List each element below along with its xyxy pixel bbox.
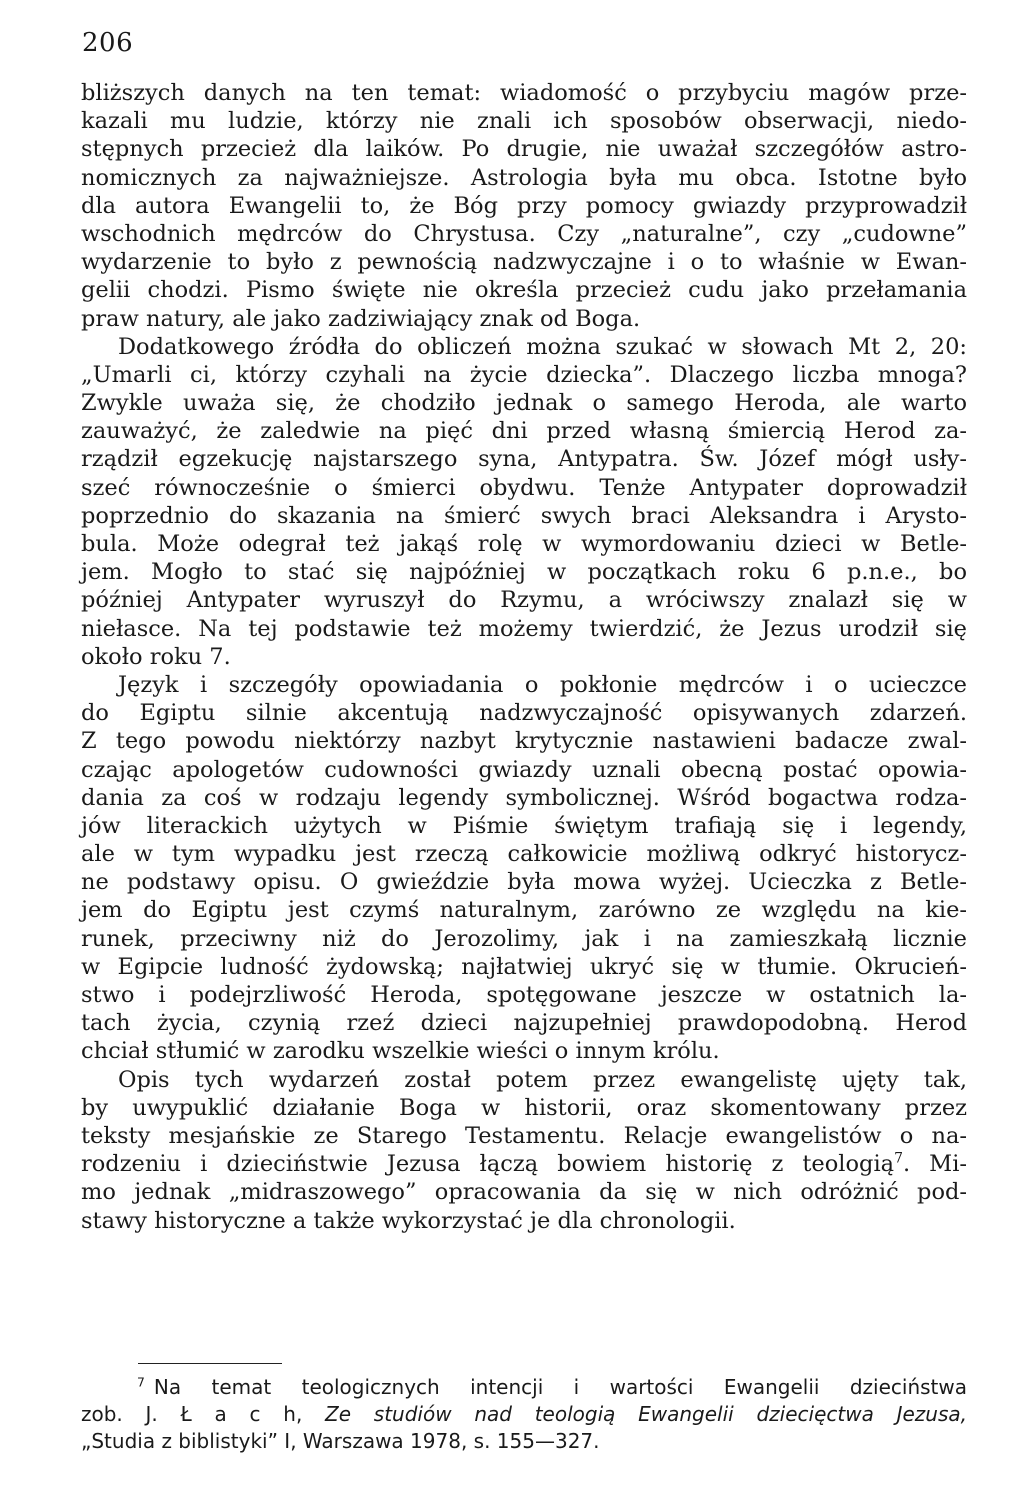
text-line	[81, 107, 967, 135]
text-line-content: wschodnich mędrców do Chrystusa. Czy „naturalne”, czy „cudowne”	[81, 220, 967, 247]
text-line-content: stawy historyczne a także wykorzystać je dla chronologii.	[81, 1207, 736, 1234]
text-line	[81, 812, 967, 840]
text-line-content: Z tego powodu niektórzy nazbyt krytycznie nastawieni badacze zwal-	[81, 728, 967, 755]
text-line	[81, 727, 967, 755]
footnote-line-3: „Studia z biblistyki” I, Warszawa 1978, s. 155—327.	[81, 1429, 600, 1453]
text-line	[81, 164, 967, 192]
text-line-content: w Egipcie ludność żydowską; najłatwiej ukryć się w tłumie. Okrucień-	[81, 953, 967, 980]
text-line-continuation: . Mi-	[902, 1151, 967, 1178]
footnote-text-1: Na temat teologicznych intencji i wartości Ewangelii dzieciństwa	[153, 1375, 967, 1399]
text-line	[81, 135, 967, 163]
text-line-content: by uwypuklić działanie Boga w historii, oraz skomentowany przez	[81, 1094, 967, 1121]
text-line-content: wydarzenie to było z pewnością nadzwyczajne i o to właśnie w Ewan-	[81, 249, 967, 276]
text-line-content: rodzeniu i dzieciństwie Jezusa łączą bowiem historię z teologią	[81, 1151, 895, 1178]
text-line	[81, 558, 967, 586]
text-line-content: gelii chodzi. Pismo święte nie określa przecież cudu jako przełamania	[81, 277, 967, 304]
text-line	[81, 1150, 967, 1178]
text-line	[81, 615, 967, 643]
text-line-content: czając apologetów cudowności gwiazdy uznali obecną postać opowia-	[81, 756, 967, 783]
footnote-rule	[138, 1363, 282, 1364]
text-line-content: jem. Mogło to stać się najpóźniej w początkach roku 6 p.n.e., bo	[81, 559, 967, 586]
text-line-content: ne podstawy opisu. O gwieździe była mowa wyżej. Ucieczka z Betle-	[81, 869, 967, 896]
text-line-content: teksty mesjańskie ze Starego Testamentu. Relacje ewangelistów o na-	[81, 1122, 967, 1149]
text-line-content: Język i szczegóły opowiadania o pokłonie mędrców i o ucieczce	[118, 671, 967, 698]
text-line-content: runek, przeciwny niż do Jerozolimy, jak i na zamieszkałą licznie	[81, 925, 967, 952]
page-number: 206	[82, 28, 134, 58]
text-line	[81, 840, 967, 868]
text-line-content: dania za coś w rodzaju legendy symbolicznej. Wśród bogactwa rodza-	[81, 784, 967, 811]
text-line-content: zauważyć, że zaledwie na pięć dni przed własną śmiercią Herod za-	[81, 418, 967, 445]
text-line-content: później Antypater wyruszył do Rzymu, a wróciwszy znalazł się w	[81, 587, 967, 614]
text-line	[81, 671, 967, 699]
text-line	[81, 981, 967, 1009]
body-text	[81, 79, 967, 1235]
text-line-content: Opis tych wydarzeń został potem przez ewangelistę ujęty tak,	[118, 1066, 967, 1093]
text-line-content: kazali mu ludzie, którzy nie znali ich sposobów obserwacji, niedo-	[81, 108, 967, 135]
text-line-content: Dodatkowego źródła do obliczeń można szukać w słowach Mt 2, 20:	[118, 333, 967, 360]
text-line-content: ale w tym wypadku jest rzeczą całkowicie możliwą odkryć historycz-	[81, 841, 967, 868]
text-line	[81, 756, 967, 784]
text-line	[81, 1207, 967, 1235]
text-line	[81, 389, 967, 417]
text-line	[81, 220, 967, 248]
text-line-content: do Egiptu silnie akcentują nadzwyczajność opisywanych zdarzeń.	[81, 700, 967, 727]
text-line	[81, 502, 967, 530]
text-line-content: bula. Może odegrał też jakąś rolę w wymordowaniu dzieci w Betle-	[81, 531, 967, 557]
text-line	[81, 1066, 967, 1094]
text-line	[81, 953, 967, 981]
text-line-content: niełasce. Na tej podstawie też możemy twierdzić, że Jezus urodził się	[81, 615, 967, 642]
text-line	[81, 79, 967, 107]
text-line	[81, 1037, 967, 1065]
footnotes	[81, 1374, 967, 1455]
text-line	[81, 896, 967, 924]
text-line-content: tach życia, czynią rzeź dzieci najzupełniej prawdopodobną. Herod	[81, 1010, 967, 1037]
text-line-content: Zwykle uważa się, że chodziło jednak o samego Heroda, ale warto	[81, 390, 967, 417]
text-line	[81, 417, 967, 445]
footnote-marker: 7	[137, 1374, 145, 1390]
text-line-content: „Umarli ci, którzy czyhali na życie dziecka”. Dlaczego liczba mnoga?	[81, 361, 967, 388]
text-line	[81, 276, 967, 304]
text-line	[81, 305, 967, 333]
text-line	[81, 530, 967, 558]
text-line-content: dla autora Ewangelii to, że Bóg przy pomocy gwiazdy przyprowadził	[81, 192, 967, 219]
text-line	[81, 1009, 967, 1037]
text-line-content: szeć równocześnie o śmierci obydwu. Tenże Antypater doprowadził	[81, 474, 967, 501]
text-line-content: stępnych przecież dla laików. Po drugie, nie uważał szczegółów astro-	[81, 136, 967, 163]
text-line	[81, 445, 967, 473]
text-line-content: poprzednio do skazania na śmierć swych braci Aleksandra i Arysto-	[81, 502, 967, 529]
text-line-content: stwo i podejrzliwość Heroda, spotęgowane jeszcze w ostatnich la-	[81, 982, 967, 1008]
text-line	[81, 586, 967, 614]
text-line	[81, 784, 967, 812]
text-line	[81, 699, 967, 727]
text-line-content: praw natury, ale jako zadziwiający znak od Boga.	[81, 305, 641, 332]
text-line-content: około roku 7.	[81, 643, 231, 670]
text-line-content: nomicznych za najważniejsze. Astrologia była mu obca. Istotne było	[81, 164, 967, 191]
text-line	[81, 643, 967, 671]
text-line	[81, 868, 967, 896]
text-line-content: rządził egzekucję najstarszego syna, Antypatra. Św. Józef mógł usły-	[81, 446, 967, 473]
text-line	[81, 192, 967, 220]
text-line	[81, 1122, 967, 1150]
text-line	[81, 248, 967, 276]
text-line-content: chciał stłumić w zarodku wszelkie wieści o innym królu.	[81, 1038, 720, 1065]
text-line-content: bliższych danych na ten temat: wiadomość o przybyciu magów prze-	[81, 80, 967, 106]
text-line	[81, 474, 967, 502]
text-line	[81, 1178, 967, 1206]
text-line	[81, 333, 967, 361]
text-line	[81, 361, 967, 389]
footnote-line-2	[81, 1401, 967, 1428]
text-line	[81, 925, 967, 953]
text-line-content: mo jednak „midraszowego” opracowania da się w nich odróżnić pod-	[81, 1179, 967, 1206]
text-line-content: jem do Egiptu jest czymś naturalnym, zarówno ze względu na kie-	[81, 897, 967, 924]
text-line-content: jów literackich użytych w Piśmie świętym trafiają się i legendy,	[81, 812, 967, 839]
footnote-title: Ze studiów nad teologią Ewangelii dziecięctwa Jezusa,	[325, 1402, 967, 1426]
footnote-reference: 7	[894, 1150, 903, 1167]
text-line	[81, 1094, 967, 1122]
footnote-line-1	[81, 1374, 967, 1401]
footnote-author: zob. J. Ł a c h,	[81, 1402, 326, 1426]
